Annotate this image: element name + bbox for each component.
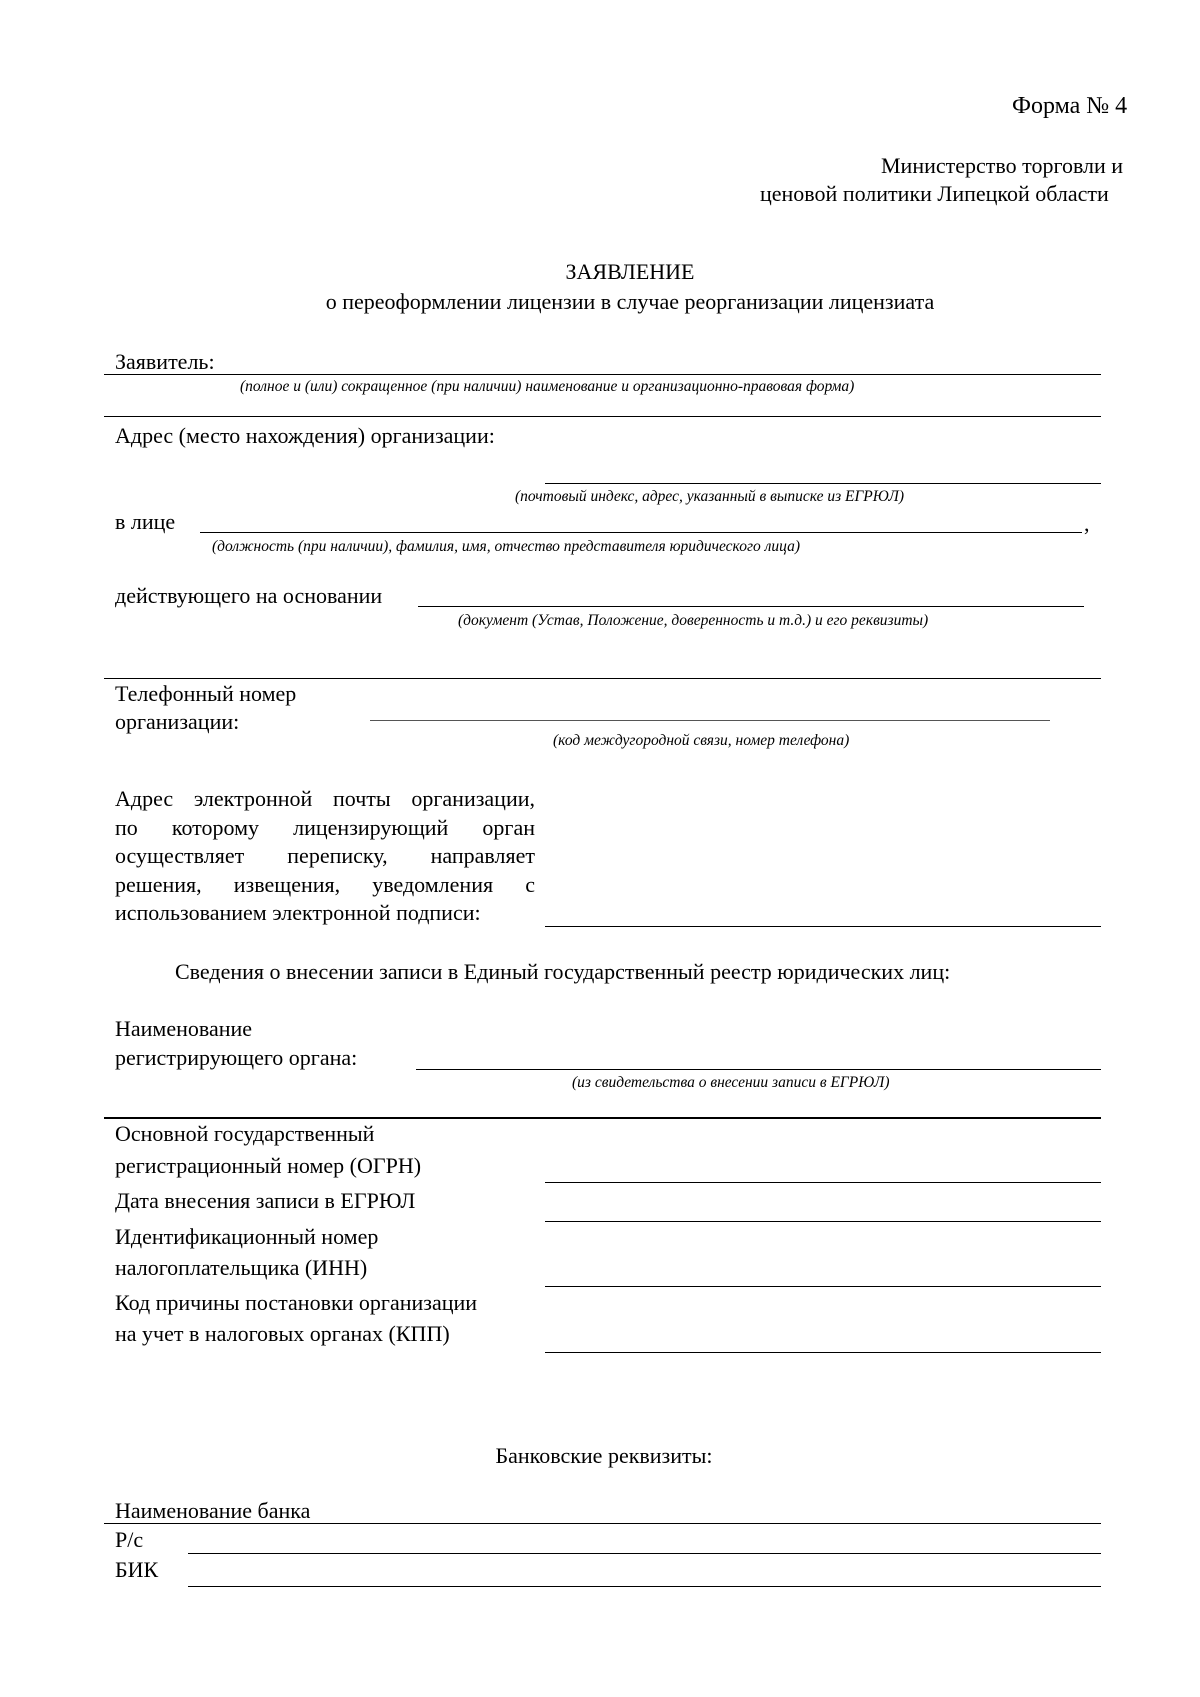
representative-label: в лице (115, 509, 176, 534)
recipient-line-2: ценовой политики Липецкой области (760, 181, 1109, 206)
inn-field-line[interactable] (545, 1286, 1101, 1287)
ogrn-field-line[interactable] (545, 1182, 1101, 1183)
phone-caption: (код междугородной связи, номер телефона) (553, 732, 850, 749)
email-label-line-3: осуществляет переписку, направляет (115, 843, 535, 868)
ogrn-label-line-2: регистрационный номер (ОГРН) (115, 1153, 422, 1178)
applicant-field-line-2[interactable] (104, 416, 1101, 417)
email-label-line-4: решения, извещения, уведомления с (115, 871, 535, 897)
email-label (115, 785, 535, 899)
ogrn-label-line-1: Основной государственный (115, 1121, 375, 1146)
representative-caption: (должность (при наличии), фамилия, имя, отчество представителя юридического лица) (212, 538, 800, 555)
kpp-label-line-2: на учет в налоговых органах (КПП) (115, 1321, 450, 1346)
applicant-field-line[interactable] (104, 374, 1101, 375)
representative-comma: , (1084, 511, 1090, 536)
reg-body-field-line[interactable] (416, 1069, 1101, 1070)
email-label-line-2: по которому лицензирующий орган (115, 814, 535, 840)
document-subtitle: о переоформлении лицензии в случае реорганизации лицензиата (325, 289, 935, 314)
egrul-date-label: Дата внесения записи в ЕГРЮЛ (115, 1188, 416, 1213)
email-label-line-1: Адрес электронной почты организации, (115, 786, 535, 811)
bik-label: БИК (115, 1557, 159, 1582)
email-field-line[interactable] (545, 926, 1101, 927)
email-label-line-5: использованием электронной подписи: (115, 900, 481, 925)
basis-field-line[interactable] (418, 606, 1084, 607)
basis-field-line-2[interactable] (104, 678, 1101, 679)
reg-body-label-line-2: регистрирующего органа: (115, 1045, 358, 1070)
form-number: Форма № 4 (1012, 93, 1128, 119)
bank-heading: Банковские реквизиты: (495, 1443, 713, 1468)
kpp-field-line[interactable] (545, 1352, 1101, 1353)
basis-label: действующего на основании (115, 583, 383, 608)
applicant-label: Заявитель: (115, 349, 215, 374)
address-field-line[interactable] (545, 483, 1101, 484)
egrul-heading: Сведения о внесении записи в Единый государственный реестр юридических лиц: (175, 959, 951, 984)
phone-label-line-1: Телефонный номер (115, 681, 297, 706)
address-label: Адрес (место нахождения) организации: (115, 423, 495, 448)
account-field-line[interactable] (188, 1553, 1101, 1554)
applicant-caption: (полное и (или) сокращенное (при наличии) наименование и организационно-правовая форма) (240, 378, 855, 395)
bank-name-label: Наименование банка (115, 1498, 311, 1523)
basis-caption: (документ (Устав, Положение, доверенность и т.д.) и его реквизиты) (458, 612, 929, 629)
account-label: Р/с (115, 1527, 144, 1552)
document-title: ЗАЯВЛЕНИЕ (565, 259, 695, 284)
phone-label-line-2: организации: (115, 709, 240, 734)
inn-label-line-2: налогоплательщика (ИНН) (115, 1255, 368, 1280)
bik-field-line[interactable] (188, 1586, 1101, 1587)
bank-name-field-line[interactable] (104, 1523, 1101, 1524)
kpp-label-line-1: Код причины постановки организации (115, 1290, 478, 1315)
reg-body-field-line-2[interactable] (104, 1117, 1101, 1119)
reg-body-caption: (из свидетельства о внесении записи в ЕГРЮЛ) (572, 1074, 890, 1091)
representative-field-line[interactable] (200, 532, 1082, 533)
reg-body-label-line-1: Наименование (115, 1016, 253, 1041)
recipient-line-1: Министерство торговли и (881, 153, 1124, 178)
phone-field-line[interactable] (370, 720, 1050, 721)
egrul-date-field-line[interactable] (545, 1221, 1101, 1222)
address-caption: (почтовый индекс, адрес, указанный в выписке из ЕГРЮЛ) (515, 488, 905, 505)
inn-label-line-1: Идентификационный номер (115, 1224, 379, 1249)
